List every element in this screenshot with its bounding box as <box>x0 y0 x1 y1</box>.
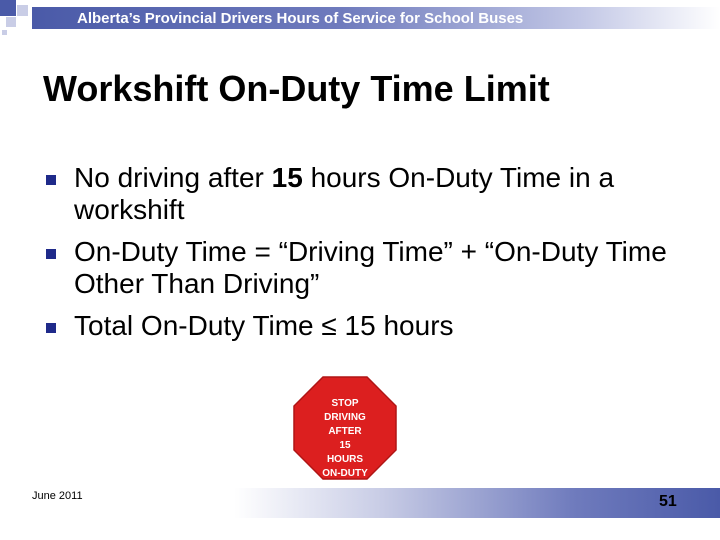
decor-square <box>17 5 28 16</box>
decor-square <box>0 0 16 16</box>
bullet-item <box>43 310 683 342</box>
footer-bar <box>234 488 720 518</box>
bullet-text: Total On-Duty Time ≤ 15 hours <box>74 310 454 341</box>
bullet-text: On-Duty Time = “Driving Time” + “On-Duty Time Other Than Driving” <box>74 236 667 299</box>
bullet-square-icon <box>46 249 56 259</box>
header-title: Alberta’s Provincial Drivers Hours of Service for School Buses <box>77 10 524 27</box>
bullet-item <box>43 162 683 226</box>
decor-square <box>6 17 16 27</box>
bullet-square-icon <box>46 323 56 333</box>
page-number: 51 <box>659 493 677 510</box>
bullet-item <box>43 236 683 300</box>
footer-date: June 2011 <box>32 490 83 502</box>
stop-sign <box>293 376 397 480</box>
bullet-text: No driving after <box>74 162 272 193</box>
decor-square <box>2 30 7 35</box>
bullet-list <box>43 162 683 352</box>
bullet-emphasis: 15 <box>271 162 303 193</box>
bullet-square-icon <box>46 175 56 185</box>
bullet-text: hours On-Duty Time in a workshift <box>74 162 615 225</box>
slide-title: Workshift On-Duty Time Limit <box>43 68 550 109</box>
stop-sign-text: STOP DRIVING AFTER 15 HOURS ON-DUTY <box>322 398 368 479</box>
